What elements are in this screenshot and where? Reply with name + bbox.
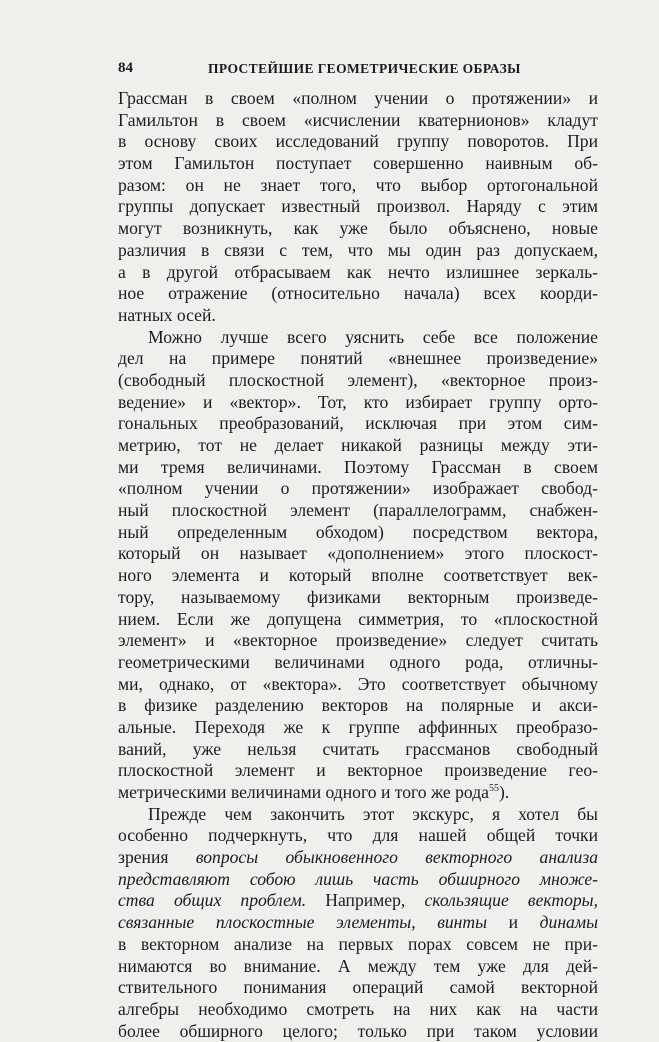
text-line: различия в связи с тем, что мы один раз допускаем, (118, 239, 598, 260)
text-line: элемент» и «векторное произведение» следует считать (118, 630, 598, 651)
text-line: ный определенным обходом) посредством вектора, (118, 521, 598, 542)
text-line (118, 782, 598, 804)
italic-text: ства общих проблем. (118, 890, 307, 911)
text-line (118, 890, 598, 912)
text-line: этом Гамильтон поступает совершенно наивным об- (118, 153, 598, 174)
text-line: ствительного понимания операций самой векторной (118, 977, 598, 998)
text-line: нием. Если же допущена симметрия, то «плоскостной (118, 608, 598, 629)
text-segment: зрения (118, 847, 196, 868)
footnote-ref: 55 (488, 783, 499, 794)
text-line: Гамильтон в своем «исчислении кватернионов» кладут (118, 109, 598, 130)
text-line (118, 869, 598, 891)
text-line: плоскостной элемент и векторное произведение гео- (118, 760, 598, 781)
text-line: дел на примере понятий «внешнее произведение» (118, 348, 598, 369)
page-number: 84 (118, 60, 133, 76)
text-line (118, 912, 598, 934)
text-line: ваний, уже нельзя считать грассманов свободный (118, 738, 598, 759)
text-line: ми тремя величинами. Поэтому Грассман в своем (118, 456, 598, 477)
text-segment: Например, (306, 890, 425, 911)
text-line: в основу своих исследований группу поворотов. При (118, 131, 598, 152)
text-line: ное отражение (относительно начала) всех коорди- (118, 283, 598, 304)
text-line (118, 847, 598, 869)
text-line: а в другой отбрасываем как нечто излишнее зеркаль- (118, 261, 598, 282)
text-line: могут возникнуть, как уже было объяснено, новые (118, 218, 598, 239)
text-segment: метрическими величинами одного и того же рода (118, 782, 489, 802)
text-line: «полном учении о протяжении» изображает свобод- (118, 478, 598, 499)
body-text (118, 88, 598, 1042)
text-line: группы допускает известный произвол. Наряду с этим (118, 196, 598, 217)
text-line: натных осей. (118, 304, 216, 325)
running-title: ПРОСТЕЙШИЕ ГЕОМЕТРИЧЕСКИЕ ОБРАЗЫ (208, 61, 521, 76)
text-line: альные. Переходя же к группе аффинных преобразо- (118, 716, 598, 737)
text-line: особенно подчеркнуть, что для нашей общей точки (118, 825, 598, 846)
text-segment: и (487, 912, 540, 933)
text-line: ного элемента и который вполне соответствует век- (118, 565, 598, 586)
italic-text: винты (437, 912, 488, 933)
text-line: тору, называемому физиками векторным произведе- (118, 586, 598, 607)
italic-text: скользящие векторы, (424, 890, 598, 911)
italic-text: динамы (539, 912, 598, 933)
text-line: более обширного целого; только при таком условии (118, 1020, 598, 1041)
text-line: который он называет «дополнением» этого плоскост- (118, 543, 598, 564)
italic-text: связанные плоскостные элементы (118, 912, 412, 933)
text-line: Прежде чем закончить этот экскурс, я хотел бы (148, 803, 598, 824)
text-line: нимаются во внимание. А между тем уже для дей- (118, 955, 598, 976)
text-line: ми, однако, от «вектора». Это соответствует обычному (118, 673, 598, 694)
text-line: ведение» и «вектор». Тот, кто избирает группу орто- (118, 391, 598, 412)
italic-text: представляют собою лишь часть обширного множе- (118, 868, 598, 889)
text-line: гональных преобразований, исключая при этом сим- (118, 413, 598, 434)
text-line: (свободный плоскостной элемент), «векторное произ- (118, 369, 598, 390)
text-segment: ). (498, 782, 510, 802)
text-line: ный плоскостной элемент (параллелограмм, снабжен- (118, 500, 598, 521)
page-header (118, 60, 598, 84)
text-line: геометрическими величинами одного рода, отличны- (118, 651, 598, 672)
text-line: в векторном анализе на первых порах совсем не при- (118, 933, 598, 954)
text-line: в физике разделению векторов на полярные и акси- (118, 695, 598, 716)
text-line: Можно лучше всего уяснить себе все положение (148, 326, 598, 347)
text-segment: , (411, 912, 438, 933)
text-line: метрию, тот не делает никакой разницы между эти- (118, 435, 598, 455)
italic-text: вопросы обыкновенного векторного анализа (195, 847, 598, 868)
text-line: разом: он не знает того, что выбор ортогональной (118, 174, 598, 195)
text-line: алгебры необходимо смотреть на них как на части (118, 998, 598, 1019)
text-line: Грассман в своем «полном учении о протяжении» и (118, 88, 598, 108)
